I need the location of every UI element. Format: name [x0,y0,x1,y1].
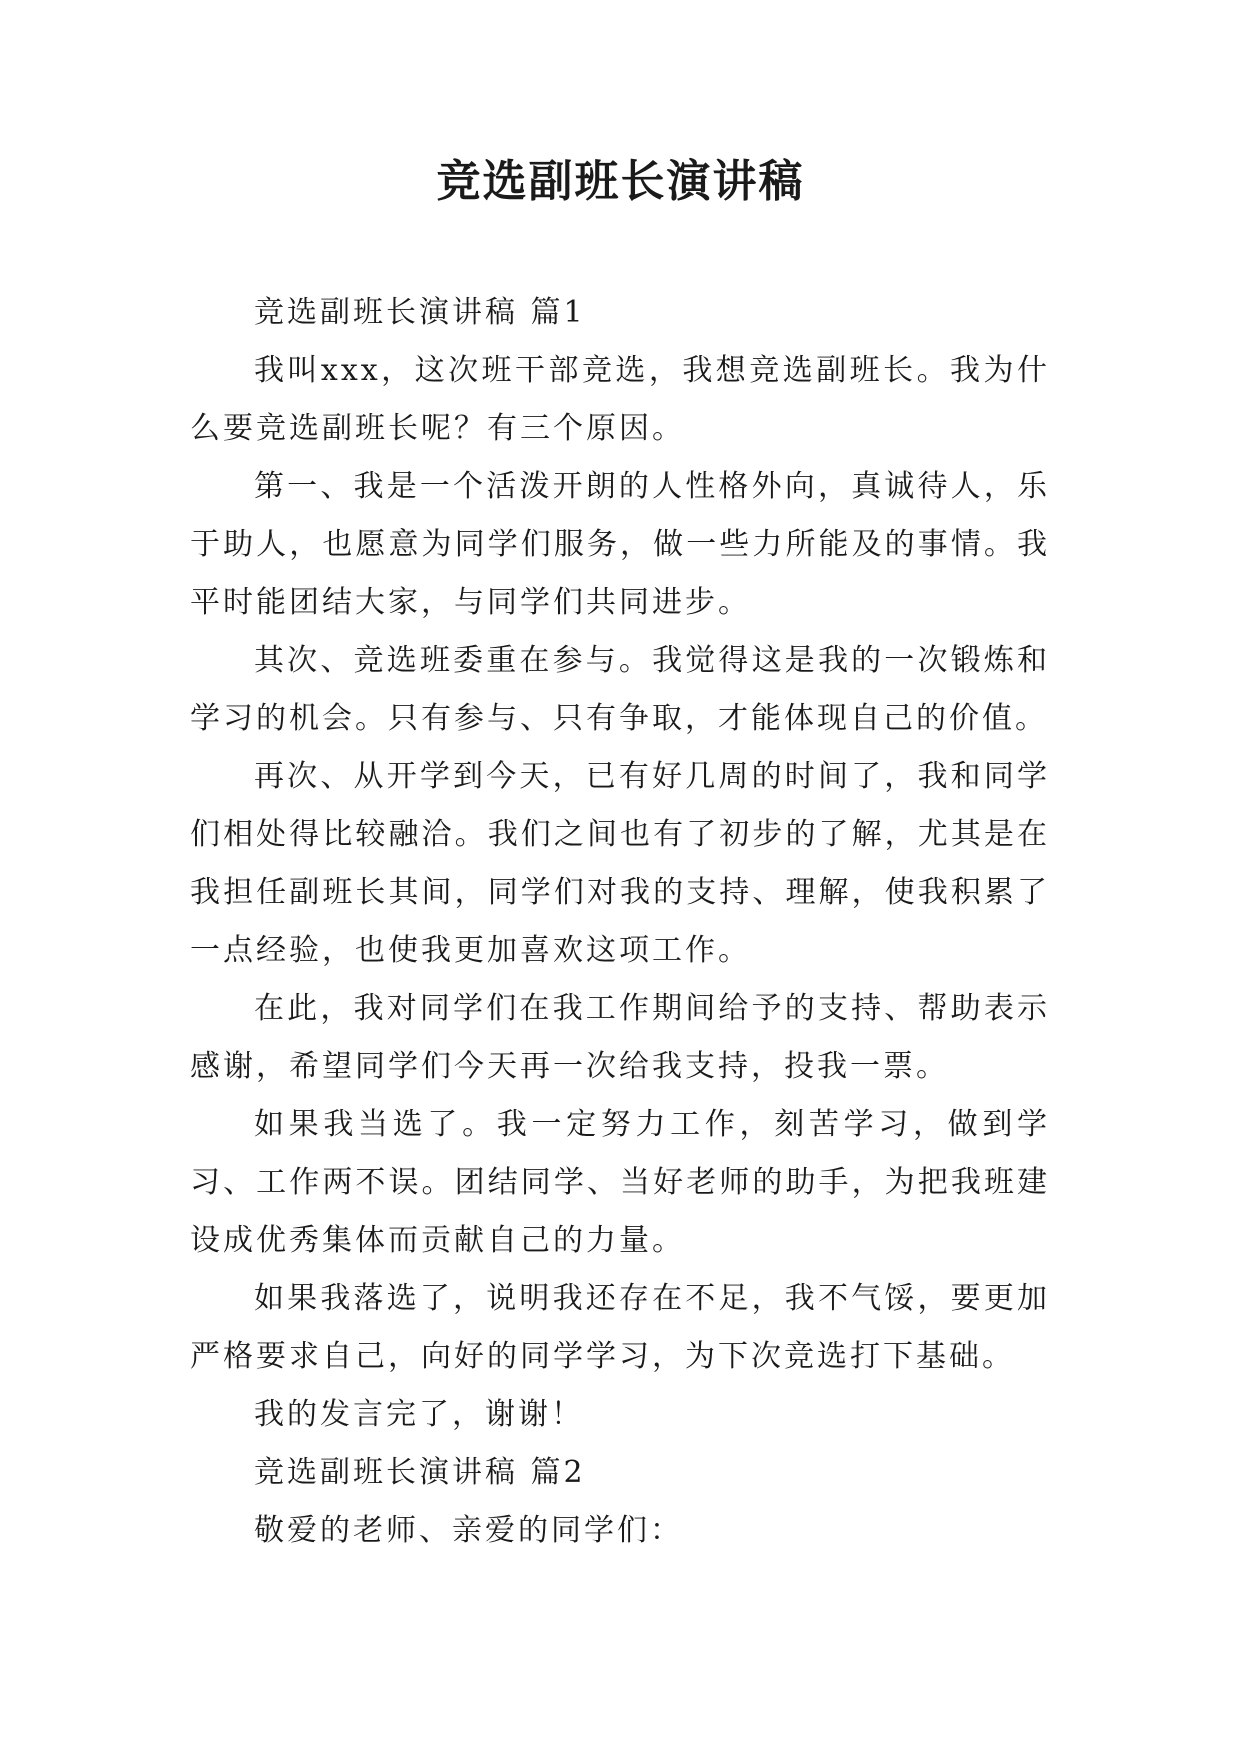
paragraph: 我的发言完了，谢谢！ [254,1397,584,1432]
paragraph: 如果我当选了。我一定努力工作，刻苦学习，做到学习、工作两不误。团结同学、当好老师的助手，为把我班建设成优秀集体而贡献自己的力量。 [190,1107,1050,1258]
document-body [190,284,1050,1560]
paragraph: 再次、从开学到今天，已有好几周的时间了，我和同学们相处得比较融洽。我们之间也有了初步的了解，尤其是在我担任副班长其间，同学们对我的支持、理解，使我积累了一点经验，也使我更加喜欢这项工作。 [190,759,1050,968]
paragraph: 其次、竞选班委重在参与。我觉得这是我的一次锻炼和学习的机会。只有参与、只有争取，才能体现自己的价值。 [190,643,1050,736]
paragraph: 在此，我对同学们在我工作期间给予的支持、帮助表示感谢，希望同学们今天再一次给我支持，投我一票。 [190,991,1050,1084]
paragraph: 竞选副班长演讲稿 篇2 [254,1455,586,1490]
paragraph: 第一、我是一个活泼开朗的人性格外向，真诚待人，乐于助人，也愿意为同学们服务，做一些力所能及的事情。我平时能团结大家，与同学们共同进步。 [190,469,1050,620]
paragraph: 竞选副班长演讲稿 篇1 [254,295,586,330]
paragraph: 如果我落选了，说明我还存在不足，我不气馁，要更加严格要求自己，向好的同学学习，为下次竞选打下基础。 [190,1281,1050,1374]
document-title: 竞选副班长演讲稿 [436,156,805,207]
paragraph: 我叫xxx，这次班干部竞选，我想竞选副班长。我为什么要竞选副班长呢？有三个原因。 [190,353,1050,446]
paragraph: 敬爱的老师、亲爱的同学们： [254,1513,683,1548]
